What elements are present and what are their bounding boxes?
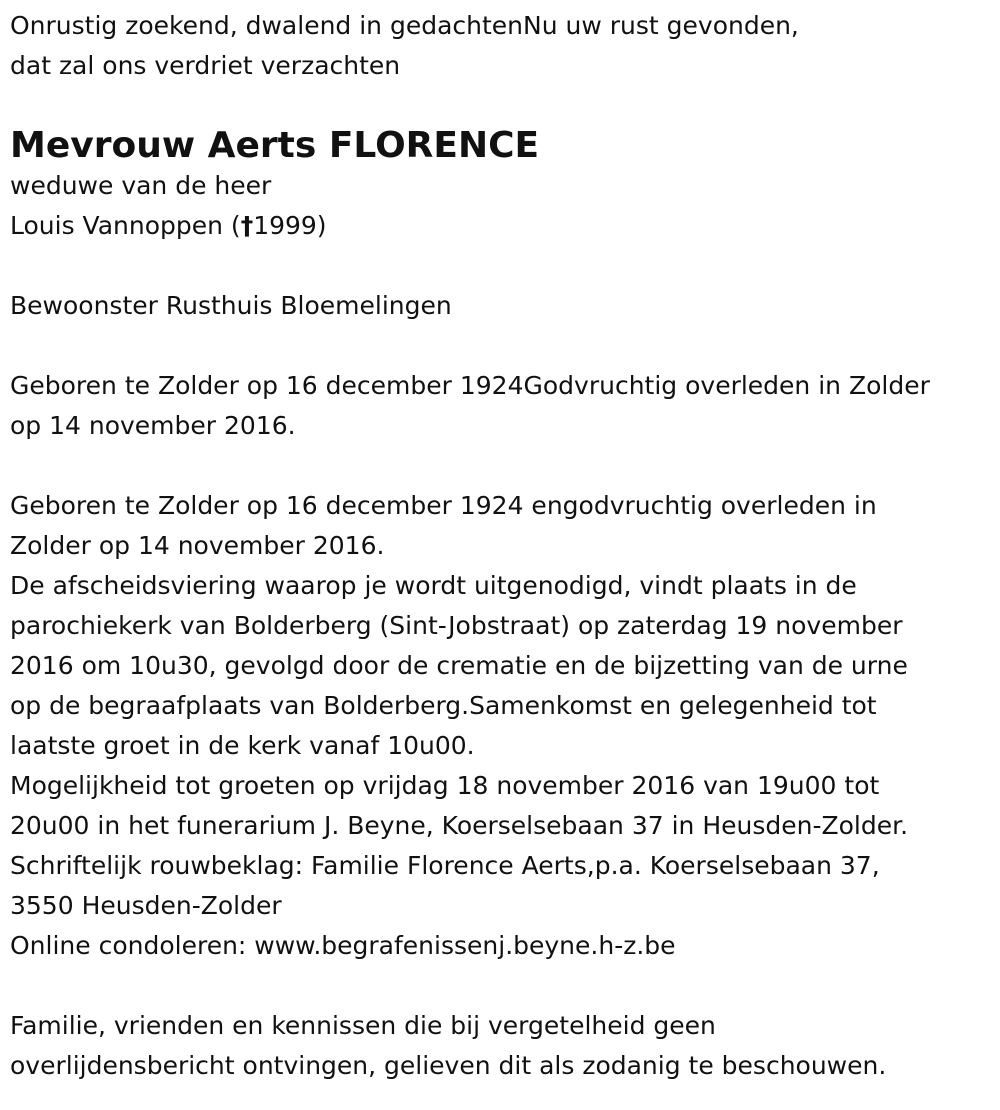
birth-death-summary [10,366,990,446]
deceased-name: Mevrouw Aerts FLORENCE [10,125,540,166]
verse-line: dat zal ons verdriet verzachten [10,51,401,80]
details-line: 3550 Heusden-Zolder [10,891,282,920]
condolence-url-line: Online condoleren: www.begrafenissenj.beyne.h-z.be [10,931,676,960]
verse [10,6,990,86]
summary-line: op 14 november 2016. [10,411,296,440]
details-line: Mogelijkheid tot groeten op vrijdag 18 november 2016 van 19u00 tot [10,771,880,800]
spouse-name: Louis Vannoppen ( [10,211,241,240]
closing-line: Familie, vrienden en kennissen die bij vergetelheid geen [10,1011,716,1040]
widow-line: weduwe van de heer [10,171,272,200]
details-line: Schriftelijk rouwbeklag: Familie Florence Aerts,p.a. Koerselsebaan 37, [10,851,880,880]
details-line: laatste groet in de kerk vanaf 10u00. [10,731,475,760]
details-line: Zolder op 14 november 2016. [10,531,385,560]
closing-line: overlijdensbericht ontvingen, gelieven dit als zodanig te beschouwen. [10,1051,887,1080]
summary-line: Geboren te Zolder op 16 december 1924Godvruchtig overleden in Zolder [10,371,930,400]
details-line: De afscheidsviering waarop je wordt uitgenodigd, vindt plaats in de [10,571,857,600]
cross-icon: † [240,211,254,240]
closing-note [10,1006,990,1086]
details-line: 2016 om 10u30, gevolgd door de crematie en de bijzetting van de urne [10,651,908,680]
details-line: Geboren te Zolder op 16 december 1924 engodvruchtig overleden in [10,491,877,520]
spouse-death-year: 1999) [253,211,327,240]
verse-line: Onrustig zoekend, dwalend in gedachtenNu uw rust gevonden, [10,11,799,40]
funeral-details [10,486,990,966]
residence: Bewoonster Rusthuis Bloemelingen [10,291,452,320]
spouse-info [10,166,990,246]
details-line: parochiekerk van Bolderberg (Sint-Jobstraat) op zaterdag 19 november [10,611,903,640]
obituary-notice [10,6,990,1086]
spouse-line [10,206,990,246]
details-line: op de begraafplaats van Bolderberg.Samenkomst en gelegenheid tot [10,691,877,720]
details-line: 20u00 in het funerarium J. Beyne, Koerselsebaan 37 in Heusden-Zolder. [10,811,909,840]
